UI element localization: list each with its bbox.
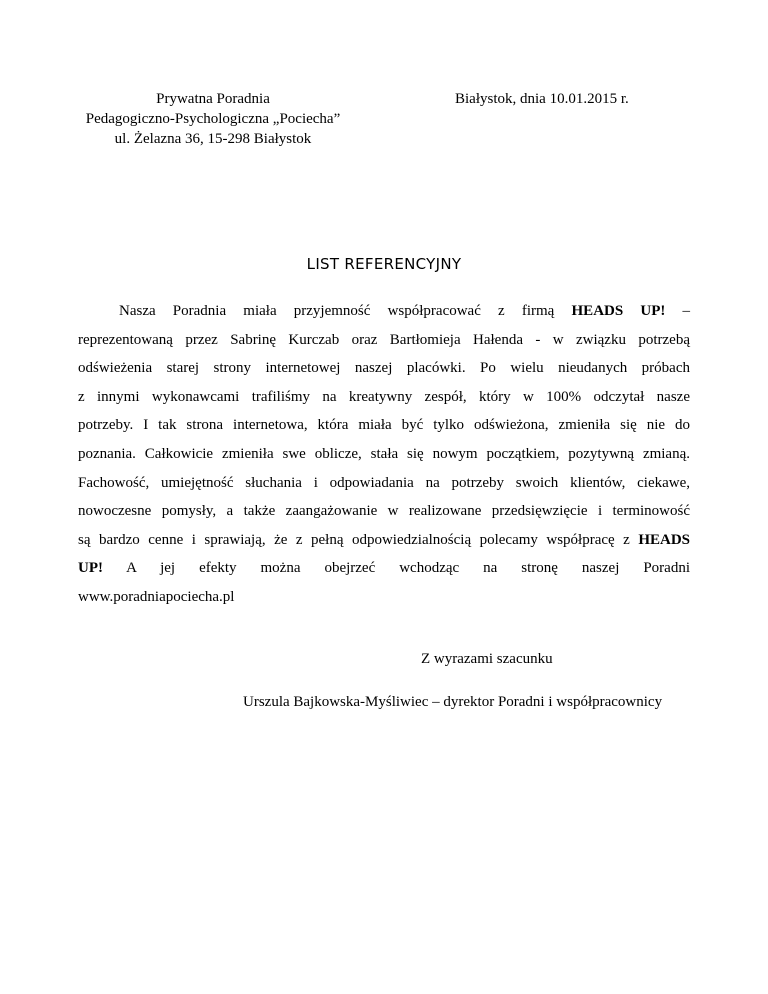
website-url: www.poradniapociecha.pl — [78, 588, 235, 605]
body-line: poznania. Całkowicie zmieniła swe oblicze, stała się nowym początkiem, pozytywną zmianą. — [78, 445, 690, 462]
body-line — [78, 554, 690, 583]
sender-name-line-2: Pedagogiczno-Psychologiczna „Pociecha” — [85, 111, 341, 127]
signature: Urszula Bajkowska-Myśliwiec – dyrektor Poradni i współpracownicy — [243, 694, 663, 710]
company-name: HEADS UP! — [571, 303, 666, 319]
sender-address — [78, 89, 348, 149]
body-line: Fachowość, umiejętność słuchania i odpowiadania na potrzeby swoich klientów, ciekawe, — [78, 474, 690, 491]
body-line: odświeżenia starej strony internetowej naszej placówki. Po wielu nieudanych próbach — [78, 360, 690, 377]
sender-name-line-1: Prywatna Poradnia — [156, 91, 270, 107]
body-line: potrzeby. I tak strona internetowa, która miała być tylko odświeżona, zmieniła się nie do — [78, 417, 690, 434]
body-line — [78, 297, 690, 326]
body-line: reprezentowaną przez Sabrinę Kurczab oraz Bartłomieja Hałenda - w związku potrzebą — [78, 331, 690, 348]
body-line: z innymi wykonawcami trafiliśmy na kreatywny zespół, który w 100% odczytał nasze — [78, 388, 690, 405]
company-name: HEADS — [638, 531, 690, 548]
body-line: nowoczesne pomysły, a także zaangażowanie w realizowane przedsięwzięcie i terminowość — [78, 503, 690, 520]
body-text-segment: A jej efekty można obejrzeć wchodząc na stronę naszej Poradni — [126, 560, 690, 577]
letter-date: Białystok, dnia 10.01.2015 r. — [455, 91, 629, 107]
sender-street: ul. Żelazna 36, 15-298 Białystok — [114, 131, 312, 147]
closing-phrase: Z wyrazami szacunku — [421, 651, 553, 667]
letter-body — [78, 297, 690, 612]
body-line — [78, 526, 690, 555]
body-text-segment: Nasza Poradnia miała przyjemność współpracować z firmą — [119, 303, 555, 319]
letter-title: LIST REFERENCYJNY — [306, 255, 462, 273]
body-text-segment: – — [682, 303, 691, 319]
body-text-segment: są bardzo cenne i sprawiają, że z pełną odpowiedzialnością polecamy współpracę z — [78, 531, 630, 548]
company-name: UP! — [78, 560, 103, 577]
